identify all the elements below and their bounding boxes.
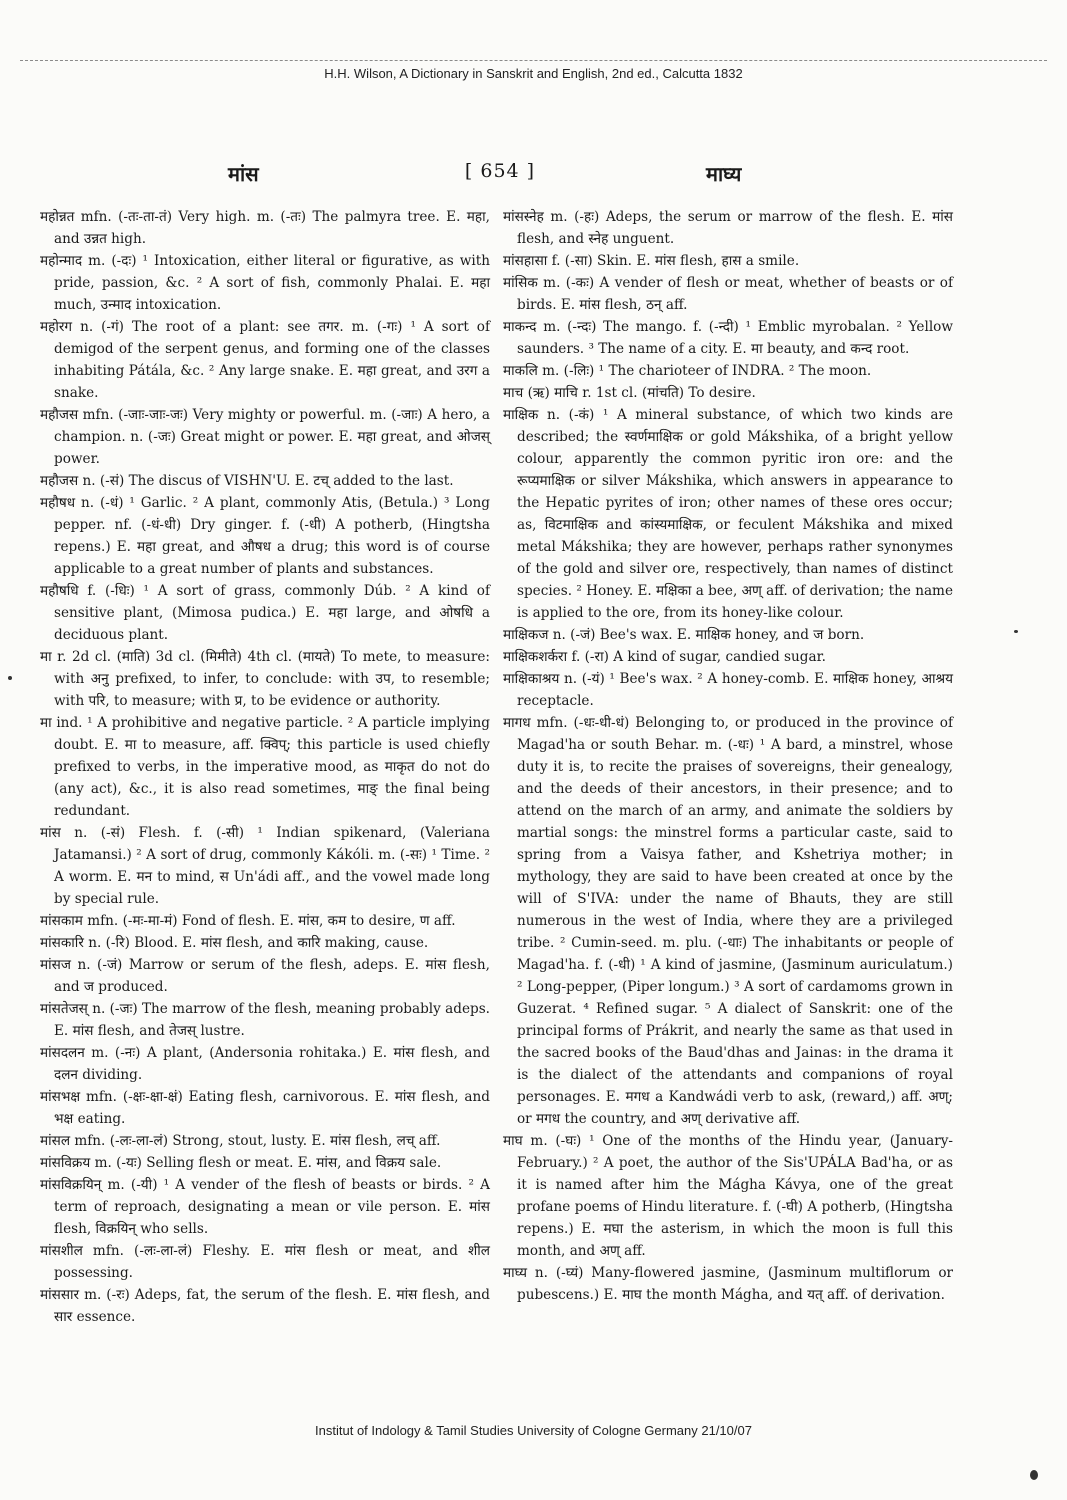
entry: माघ्य n. (-घ्यं) Many-flowered jasmine, (Jasminum multiflorum or pubescens.) E. माघ the month Mágha, and यत् aff. of derivation. (503, 1265, 953, 1303)
entry: महोन्माद m. (-दः) ¹ Intoxication, either literal or figurative, as with pride, passion, &c. ² A sort of fish, commonly Phalai. E. महा much, उन्माद intoxication. (40, 253, 490, 313)
entry: मा r. 2d cl. (माति) 3d cl. (मिमीते) 4th cl. (मायते) To mete, to measure: with अनु prefixed, to infer, to conclude: with उप, to resemble; with परि, to measure; with प्र, to be evidence or authority. (40, 649, 490, 709)
entry: माक्षिक n. (-कं) ¹ A mineral substance, of which two kinds are described; the स्वर्णमाक्षिक or gold Mákshika, of a bright yellow colour, apparently the common pyritic iron ore: and the रूप्यमाक्षिक or silver Mákshika, which answers in appearance to the Hepatic pyrites of iron; other names of these ores occur; as, विटमाक्षिक and कांस्यमाक्षिक, or feculent Mákshika and mixed metal Mákshika; they are however, perhaps rather synonymes of the gold and silver ore, respectively, than names of distinct species. ² Honey. E. मक्षिका a bee, अण् aff. of derivation; the name is applied to the ore, from its honey-like colour. (503, 407, 953, 621)
header-right-word: माघ्य (706, 162, 742, 186)
entry: माघ m. (-घः) ¹ One of the months of the Hindu year, (January-February.) ² A poet, the author of the Sis'UPÁLA Bad'ha, or as it is named after him the Mágha Kávya, one of the great profane poems of Hindu literature. f. (-घी) A potherb, (Hingtsha repens.) E. मघा the asterism, in which the moon is full this month, and अण् aff. (503, 1133, 953, 1259)
entry: महोरग n. (-गं) The root of a plant: see तगर. m. (-गः) ¹ A sort of demigod of the serpent genus, and forming one of the classes inhabiting Pátála, &c. ² Any large snake. E. महा great, and उरग a snake. (40, 319, 490, 401)
entry: माकलि m. (-लिः) ¹ The charioteer of INDRA. ² The moon. (503, 363, 872, 379)
top-rule (20, 60, 1047, 61)
entry: मांसस्नेह m. (-हः) Adeps, the serum or marrow of the flesh. E. मांस flesh, and स्नेह unguent. (503, 209, 953, 247)
entry: महौजस mfn. (-जाः-जाः-जः) Very mighty or powerful. m. (-जाः) A hero, a champion. n. (-जः) Great might or power. E. महा great, and ओजस् power. (40, 407, 490, 467)
page-number: [ 654 ] (464, 160, 536, 182)
entry: मांसकाम mfn. (-मः-मा-मं) Fond of flesh. E. मांस, कम to desire, ण aff. (40, 913, 456, 929)
entry: मागध mfn. (-धः-धी-धं) Belonging to, or produced in the province of Magad'ha or south Behar. m. (-धः) ¹ A bard, a minstrel, whose duty it is, to recite the praises of sovereigns, their genealogy, and the deeds of their ancestors, in their presence; and to attend on the march of an army, and animate the soldiers by martial songs: the minstrel forms a particular caste, said to spring from a Vaisya father, and Kshetriya mother; in mythology, they are said to have been created at once by the will of S'IVA: under the name of Bhauts, they are still numerous in the west of India, where they are a privileged tribe. ² Cumin-seed. m. plu. (-धाः) The inhabitants or people of Magad'ha. f. (-धी) ¹ A kind of jasmine, (Jasminum auriculatum.) ² Long-pepper, (Piper longum.) ³ A sort of cardamoms grown in Guzerat. ⁴ Refined sugar. ⁵ A dialect of Sanskrit: one of the principal forms of Prákrit, and nearly the same as that used in the sacred books of the Baud'dhas and Jainas: in the drama it is the dialect of the attendants and companions of royal personages. E. मगध a Kandwádi verb to ask, (reward,) aff. अण्; or मगध the country, and अण् derivative aff. (503, 715, 953, 1127)
entry: महौजस n. (-सं) The discus of VISHN'U. E. टच् added to the last. (40, 473, 454, 489)
left-column (40, 206, 490, 1328)
entry: माक्षिकज n. (-जं) Bee's wax. E. माक्षिक honey, and ज born. (503, 627, 865, 643)
entry: मांसभक्ष mfn. (-क्षः-क्षा-क्षं) Eating flesh, carnivorous. E. मांस flesh, and भक्ष eating. (40, 1089, 490, 1127)
entry: मांसिक m. (-कः) A vender of flesh or meat, whether of beasts or of birds. E. मांस flesh, ठन् aff. (503, 275, 953, 313)
entry: मा ind. ¹ A prohibitive and negative particle. ² A particle implying doubt. E. मा to measure, aff. क्विप्; this particle is used chiefly prefixed to verbs, in the imperative mood, as माकृत do not do (any act), &c., it is also read sometimes, माङ् the final being redundant. (40, 715, 490, 819)
entry: माकन्द m. (-न्दः) The mango. f. (-न्दी) ¹ Emblic myrobalan. ² Yellow saunders. ³ The name of a city. E. मा beauty, and कन्द root. (503, 319, 953, 357)
header-left-word: मांस (228, 162, 259, 186)
print-speck (1014, 630, 1018, 633)
entry: महौषधि f. (-धिः) ¹ A sort of grass, commonly Dúb. ² A kind of sensitive plant, (Mimosa pudica.) E. महा large, and ओषधि a deciduous plant. (40, 583, 490, 643)
footer-credit: Institut of Indology & Tamil Studies University of Cologne Germany 21/10/07 (315, 1423, 752, 1438)
entry: मांसविक्रय m. (-यः) Selling flesh or meat. E. मांस, and विक्रय sale. (40, 1155, 442, 1171)
entry: मांसल mfn. (-लः-ला-लं) Strong, stout, lusty. E. मांस flesh, लच् aff. (40, 1133, 441, 1149)
right-column (503, 206, 953, 1306)
entry: मांस n. (-सं) Flesh. f. (-सी) ¹ Indian spikenard, (Valeriana Jatamansi.) ² A sort of drug, commonly Kákóli. m. (-सः) ¹ Time. ² A worm. E. मन to mind, स Un'ádi aff., and the vowel made long by special rule. (40, 825, 490, 907)
entry: मांससार m. (-रः) Adeps, fat, the serum of the flesh. E. मांस flesh, and सार essence. (40, 1287, 490, 1325)
print-speck (8, 676, 12, 680)
entry: महोन्नत mfn. (-तः-ता-तं) Very high. m. (-तः) The palmyra tree. E. महा, and उन्नत high. (40, 209, 490, 247)
entry: माक्षिकशर्करा f. (-रा) A kind of sugar, candied sugar. (503, 649, 826, 665)
entry: मांसज n. (-जं) Marrow or serum of the flesh, adeps. E. मांस flesh, and ज produced. (40, 957, 490, 995)
entry: माच (ऋ) माचि r. 1st cl. (मांचति) To desire. (503, 385, 756, 401)
entry: मांसशील mfn. (-लः-ला-लं) Fleshy. E. मांस flesh or meat, and शील possessing. (40, 1243, 490, 1281)
entry: माक्षिकाश्रय n. (-यं) ¹ Bee's wax. ² A honey-comb. E. माक्षिक honey, आश्रय receptacle. (503, 671, 953, 709)
source-line: H.H. Wilson, A Dictionary in Sanskrit and English, 2nd ed., Calcutta 1832 (324, 66, 743, 81)
entry: महौषध n. (-धं) ¹ Garlic. ² A plant, commonly Atis, (Betula.) ³ Long pepper. nf. (-धं-धी) Dry ginger. f. (-धी) A potherb, (Hingtsha repens.) E. महा great, and औषध a drug; this word is of course applicable to a great number of plants and substances. (40, 495, 490, 577)
entry: मांसकारि n. (-रि) Blood. E. मांस flesh, and कारि making, cause. (40, 935, 429, 951)
entry: मांसतेजस् n. (-जः) The marrow of the flesh, meaning probably adeps. E. मांस flesh, and तेजस् lustre. (40, 1001, 490, 1039)
entry: मांसदलन m. (-नः) A plant, (Andersonia rohitaka.) E. मांस flesh, and दलन dividing. (40, 1045, 490, 1083)
print-speck (1030, 1470, 1038, 1480)
entry: मांसहासा f. (-सा) Skin. E. मांस flesh, हास a smile. (503, 253, 800, 269)
entry: मांसविक्रयिन् m. (-यी) ¹ A vender of the flesh of beasts or birds. ² A term of reproach, designating a mean or vile person. E. मांस flesh, विक्रयिन् who sells. (40, 1177, 490, 1237)
